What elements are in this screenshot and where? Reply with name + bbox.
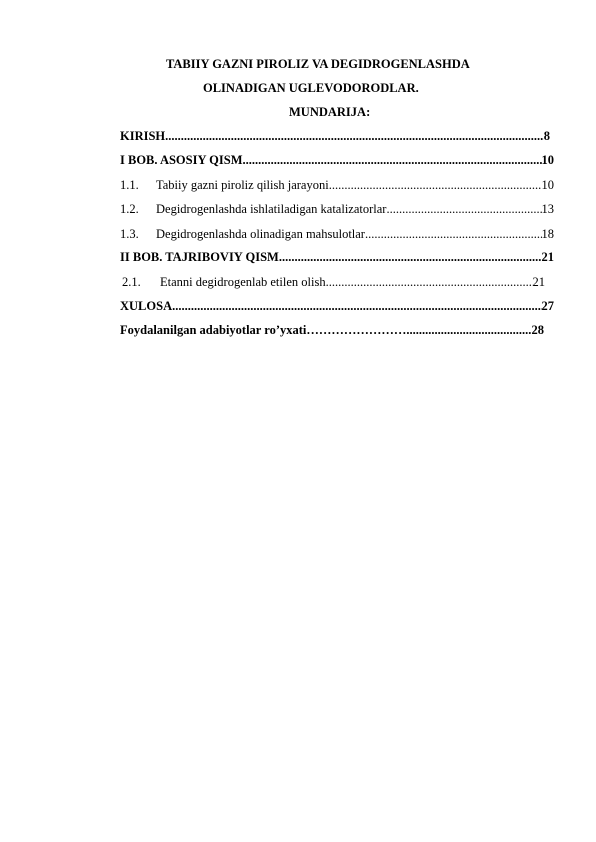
toc-leader-dots bbox=[329, 178, 542, 193]
toc-entry-title: I BOB. ASOSIY QISM bbox=[120, 153, 243, 167]
toc-entry-kirish[interactable] bbox=[120, 129, 550, 144]
toc-page-number: 8 bbox=[543, 129, 550, 143]
toc-entry-title: Etanni degidrogenlab etilen olish bbox=[160, 275, 326, 289]
toc-leader-dots bbox=[406, 323, 531, 338]
toc-entry-chapter-2[interactable] bbox=[120, 250, 554, 265]
toc-page-number: 27 bbox=[541, 299, 554, 313]
toc-entry-xulosa[interactable] bbox=[120, 299, 554, 314]
toc-entry-references[interactable] bbox=[120, 323, 544, 338]
toc-leader-dots bbox=[386, 202, 541, 217]
toc-entry-1-3[interactable] bbox=[120, 227, 554, 242]
toc-page-number: 10 bbox=[541, 178, 554, 192]
document-title-line-2: OLINADIGAN UGLEVODORODLAR. bbox=[203, 81, 419, 95]
toc-entry-1-1[interactable] bbox=[120, 178, 554, 193]
toc-page-number: 28 bbox=[531, 323, 544, 337]
toc-page-number: 18 bbox=[541, 227, 554, 241]
toc-section-number: 1.2. bbox=[120, 202, 139, 216]
toc-page-number: 21 bbox=[532, 275, 545, 289]
toc-section-number: 1.1. bbox=[120, 178, 139, 192]
toc-page-number: 10 bbox=[541, 153, 554, 167]
toc-leader-dots bbox=[172, 299, 541, 314]
toc-entry-title: Foydalanilgan adabiyotlar ro’yxati bbox=[120, 323, 307, 337]
toc-page-number: 21 bbox=[541, 250, 554, 264]
toc-page-number: 13 bbox=[541, 202, 554, 216]
toc-leader-ellipsis: …………………… bbox=[306, 323, 407, 337]
toc-entry-title: II BOB. TAJRIBOVIY QISM bbox=[120, 250, 279, 264]
toc-entry-title: KIRISH bbox=[120, 129, 166, 143]
toc-section-number: 2.1. bbox=[122, 275, 141, 289]
toc-leader-dots bbox=[365, 227, 542, 242]
toc-leader-dots bbox=[243, 153, 542, 168]
toc-entry-title: XULOSA bbox=[120, 299, 173, 313]
toc-entry-chapter-1[interactable] bbox=[120, 153, 554, 168]
toc-section-number: 1.3. bbox=[120, 227, 139, 241]
toc-entry-1-2[interactable] bbox=[120, 202, 554, 217]
toc-entry-2-1[interactable] bbox=[122, 275, 545, 290]
toc-leader-dots bbox=[279, 250, 542, 265]
toc-leader-dots bbox=[326, 275, 533, 290]
toc-entry-title: Tabiiy gazni piroliz qilish jarayoni bbox=[156, 178, 329, 192]
toc-entry-title: Degidrogenlashda ishlatiladigan katalizatorlar bbox=[156, 202, 387, 216]
contents-heading: MUNDARIJA: bbox=[289, 105, 371, 119]
document-title-line-1: TABIIY GAZNI PIROLIZ VA DEGIDROGENLASHDA bbox=[166, 57, 470, 71]
toc-entry-title: Degidrogenlashda olinadigan mahsulotlar bbox=[156, 227, 365, 241]
toc-leader-dots bbox=[165, 129, 544, 144]
